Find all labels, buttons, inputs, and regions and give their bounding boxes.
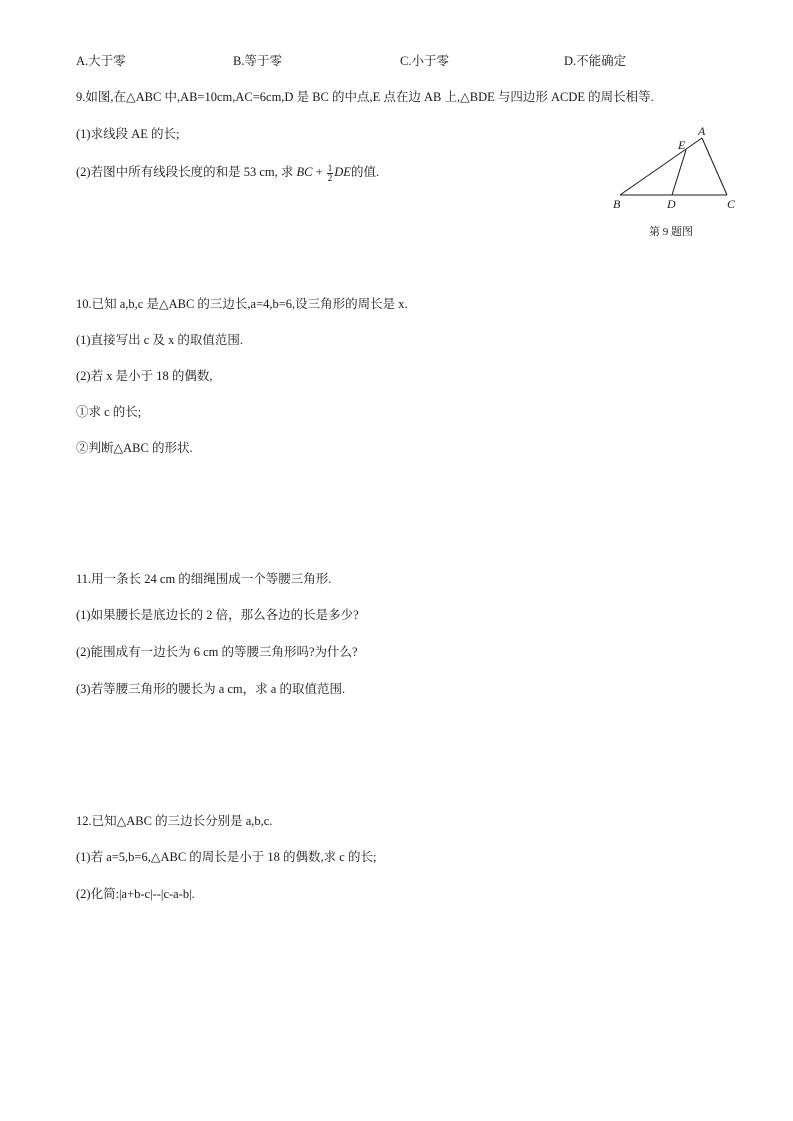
q11-part3: (3)若等腰三角形的腰长为 a cm，求 a 的取值范围. <box>76 682 346 696</box>
q9-fraction <box>327 164 334 183</box>
q9-expr-de: DE <box>334 165 351 179</box>
vertex-b-label: B <box>613 197 621 211</box>
option-d: D.不能确定 <box>564 54 627 68</box>
q10-sub1: ①求 c 的长; <box>76 405 142 419</box>
q9-stem: 9.如图,在△ABC 中,AB=10cm,AC=6cm,D 是 BC 的中点,E 点在边 AB 上,△BDE 与四边形 ACDE 的周长相等. <box>76 90 654 104</box>
figure-caption: 第 9 题图 <box>649 226 693 238</box>
q10-part2: (2)若 x 是小于 18 的偶数, <box>76 369 213 383</box>
option-a: A.大于零 <box>76 54 126 68</box>
q9-part2-after: 的值. <box>350 165 380 179</box>
vertex-a-label: A <box>698 124 706 138</box>
segment-de <box>672 150 686 195</box>
q10-sub2: ②判断△ABC 的形状. <box>76 441 193 455</box>
q11-part2: (2)能围成有一边长为 6 cm 的等腰三角形吗?为什么? <box>76 645 358 659</box>
q10-stem: 10.已知 a,b,c 是△ABC 的三边长,a=4,b=6,设三角形的周长是 x. <box>76 297 408 311</box>
q12-stem: 12.已知△ABC 的三边长分别是 a,b,c. <box>76 814 273 828</box>
q9-expr-plus: + <box>312 165 326 179</box>
segment-ba <box>620 138 702 195</box>
triangle-diagram <box>605 125 745 205</box>
q9-figure <box>605 125 745 240</box>
q10-part1: (1)直接写出 c 及 x 的取值范围. <box>76 333 243 347</box>
q12-part1: (1)若 a=5,b=6,△ABC 的周长是小于 18 的偶数,求 c 的长; <box>76 850 377 864</box>
q9-part1: (1)求线段 AE 的长; <box>76 127 180 141</box>
vertex-c-label: C <box>727 197 736 211</box>
q11-stem: 11.用一条长 24 cm 的细绳围成一个等腰三角形. <box>76 572 332 586</box>
q9-part2 <box>76 162 379 183</box>
q11-part1: (1)如果腰长是底边长的 2 倍，那么各边的长是多少? <box>76 608 359 622</box>
q9-expr-bc: BC <box>296 165 313 179</box>
q9-fraction-numerator: 1 <box>327 162 333 173</box>
segment-ac <box>702 138 727 195</box>
q9-fraction-denominator: 2 <box>327 172 333 183</box>
option-b: B.等于零 <box>233 54 282 68</box>
vertex-e-label: E <box>678 138 686 152</box>
q12-part2: (2)化简:|a+b-c|--|c-a-b|. <box>76 887 195 901</box>
vertex-d-label: D <box>667 197 676 211</box>
option-c: C.小于零 <box>400 54 449 68</box>
q9-part2-before: (2)若图中所有线段长度的和是 53 cm, 求 <box>76 165 297 179</box>
